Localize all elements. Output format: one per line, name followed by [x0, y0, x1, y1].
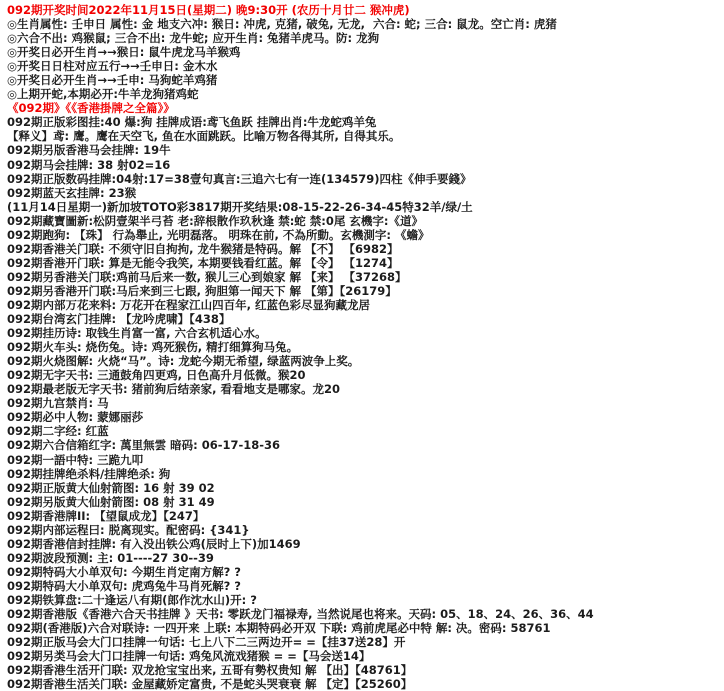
internal-fortune-line: 092期内部运程曰: 脱离现实。配密码: {341}: [7, 522, 250, 537]
must-hit-person-line: 092期必中人物: 蒙娜丽莎: [7, 410, 144, 425]
running-dog-line: 092期跑狗: 【珠】 行為舉止, 光明磊落。 明珠在前, 不為所動。玄機測字: 《蟾》: [7, 227, 430, 242]
hk-board-ii-line: 092期香港牌II: 【望鼠成龙】【247】: [7, 508, 205, 523]
hk-life-opening-couplet-line: 092期香港生活开门联: 双龙抢宝宝出来, 五哥有勢权贵知 解 【出】【48761】: [7, 663, 413, 678]
board-kill-line: 092期挂牌绝杀料/挂牌绝杀: 狗: [7, 466, 171, 481]
mailbox-red-words-line: 092期六合信箱红字: 萬里無雲 暗码: 06-17-18-36: [7, 438, 281, 453]
five-elements-line: ◎开奖日日柱对应五行→→壬申日: 金木水: [7, 59, 218, 74]
fire-chart-line: 092期火烧图解: 火烧“马”。诗: 龙蛇今期无希望, 绿蓝两波争上奖。: [7, 354, 360, 369]
two-word-scripture-line: 092期二字经: 红蓝: [7, 424, 109, 439]
section-title: 《092期》《《香港掛牌之全篇》》: [7, 101, 175, 116]
hk-life-closing-couplet-line: 092期香港生活关门联: 金屋藏娇定富贵, 不是蛇头哭衰衰 解 【定】【25260】: [7, 677, 413, 691]
digital-board-line: 092期正版数码挂牌:04射:17=38壹句真言:三追六七有一连(134579)四柱《伸手要錢》: [7, 171, 472, 186]
train-head-line: 092期火车头: 烧伤兔。诗: 鸡死猴伤, 精打细算狗马兔。: [7, 340, 299, 355]
alt-hk-jockey-board-line: 092期另版香港马会挂牌: 19牛: [7, 143, 171, 158]
alt-hk-opening-couplet-line: 092期另香港开门联:马后来到三七跟, 狗胆第一闻天下 解 【第】【26179】: [7, 283, 397, 298]
special-code-sentence-line-2: 092期特码大小单双句: 虎鸡兔牛马肖死解? ?: [7, 578, 241, 593]
must-open-zodiac-line-2: ◎开奖日必开生肖→→壬申: 马狗蛇羊鸡猪: [7, 73, 218, 88]
official-archer-chart-line: 092期正版黄大仙射箭图: 16 射 39 02: [7, 480, 215, 495]
internal-wanhua-line: 092期内部万花来料: 万花开在程家江山四百年, 红蓝色彩尽显狗藏龙居: [7, 297, 370, 312]
idiom-explanation-line: 【释义】鸢: 鹰。鹰在天空飞, 鱼在水面跳跃。比喻万物各得其所, 自得其乐。: [7, 129, 401, 144]
ninth-palace-forbidden-line: 092期九宫禁肖: 马: [7, 396, 109, 411]
treasure-map-line: 092期藏寶圖新:松阴壹架半弓苔 老:辞根散作玖秋逢 禁:蛇 禁:0尾 玄機字:《道》: [7, 213, 424, 228]
singapore-toto-result-line: (11月14日星期一)新加坡TOTO彩3817期开奖结果:08-15-22-26-34-45特32羊/绿/土: [7, 199, 473, 214]
wordless-book-line: 092期无字天书: 三通鼓角四更鸡, 日色高升月低微。猴20: [7, 368, 306, 383]
jockey-board-line: 092期马会挂牌: 38 射02=16: [7, 157, 171, 172]
iron-abacus-line: 092期铁算盘:二十逢运八有期(郎作沈水山)开: ?: [7, 592, 257, 607]
oldest-wordless-book-line: 092期最老版无字天书: 猪前狗后结亲家, 看看地支是哪家。龙20: [7, 382, 340, 397]
draw-time-header: 092期开奖时间2022年11月15日(星期二) 晚9:30开 (农历十月廿二 猴冲虎): [7, 3, 410, 17]
blue-sky-board-line: 092期蓝天玄挂牌: 23猴: [7, 185, 137, 200]
hk-envelope-board-line: 092期香港信封挂牌: 有入没出铁公鸡(辰时上下)加1469: [7, 536, 301, 551]
hk-couplet-poem-line: 092期(香港版)六合对联诗: 一四开来 上联: 本期特码必开双 下联: 鸡前虎尾必中特 解: 决。密码: 58761: [7, 621, 551, 636]
one-phrase-special-line: 092期一語中特: 三跪九叩: [7, 452, 144, 467]
wave-prediction-line: 092期波段预测: 主: 01----27 30--39: [7, 550, 214, 565]
alt-gate-phrase-line: 092期另类马会大门口挂牌一句话: 鸡兔风流戏猪猴 = =【马会送14】: [7, 649, 371, 664]
zodiac-attributes-line: ◎生肖属性: 壬申日 属性: 金 地支六冲: 猴日: 冲虎, 克猪, 破兔, 无龙, 六合: 蛇; 三合: 鼠龙。空亡肖: 虎猪: [7, 17, 557, 32]
alt-archer-chart-line: 092期另版黄大仙射箭图: 08 射 31 49: [7, 494, 215, 509]
liuhe-exclusions-line: ◎六合不出: 鸡猴鼠; 三合不出: 龙牛蛇; 应开生肖: 兔猪羊虎马。防: 龙狗: [7, 31, 380, 46]
last-issue-line: ◎上期开蛇,本期必开:牛羊龙狗猪鸡蛇: [7, 87, 199, 102]
calendar-poem-line: 092期挂历诗: 取钱生肖富一富, 六合玄机适心水。: [7, 326, 267, 341]
official-gate-phrase-line: 092期正版马会大门口挂牌一句话: 七上八下二三两边开= =【挂37送28】开: [7, 635, 406, 650]
hk-closing-couplet-line: 092期香港关门联: 不须守旧自拘拘, 龙牛猴猪是特码。解 【不】 【6982】: [7, 241, 399, 256]
hk-heaven-book-line: 092期香港版《香港六合天书挂牌 》天书: 零跃龙门福禄寿, 当然说尾也将来。天码: 05、18、24、26、36、44: [7, 607, 594, 622]
special-code-sentence-line-1: 092期特码大小单双句: 今期生肖定南方解? ?: [7, 564, 241, 579]
taiwan-board-line: 092期台湾玄门挂牌: 【龙吟虎啸】【438】: [7, 312, 231, 327]
must-open-zodiac-line: ◎开奖日必开生肖→→猴日: 鼠牛虎龙马羊猴鸡: [7, 45, 241, 60]
alt-hk-closing-couplet-line: 092期另香港关门联:鸡前马后来一数, 猴儿三心到娘家 解 【来】 【37268】: [7, 269, 407, 284]
official-color-chart-line: 092期正版彩图挂:40 爆:狗 挂牌成语:鸢飞鱼跃 挂牌出肖:牛龙蛇鸡羊兔: [7, 115, 377, 130]
hk-opening-couplet-line: 092期香港开门联: 算是无能令我笑, 本期要钱看红蓝。解 【令】 【1274】: [7, 255, 399, 270]
